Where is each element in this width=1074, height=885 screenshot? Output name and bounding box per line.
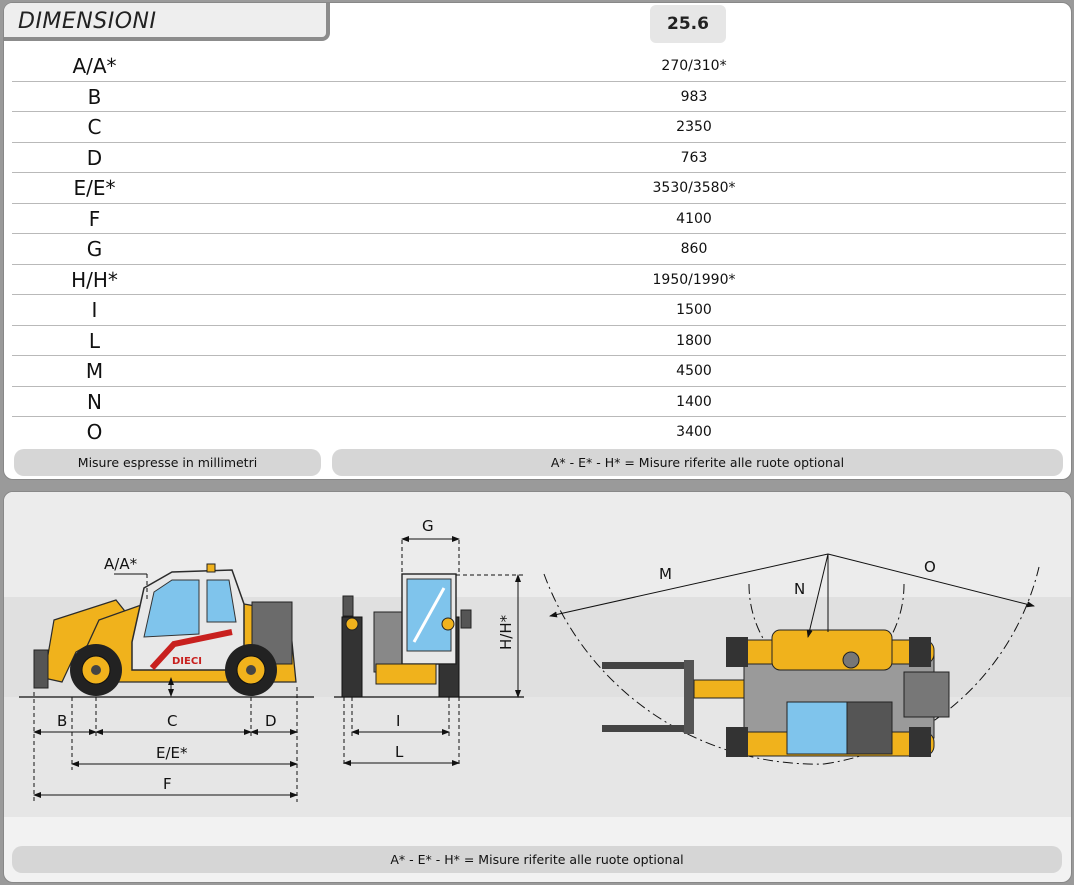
- label-b: B: [57, 712, 68, 730]
- label-f: F: [163, 775, 172, 793]
- side-view: [19, 555, 314, 802]
- dimension-value: 2350: [676, 119, 712, 135]
- dimension-label: L: [88, 328, 101, 353]
- dimension-value: 1800: [676, 332, 712, 349]
- dimension-label: H/H*: [71, 267, 118, 292]
- table-row: [12, 417, 1066, 448]
- table-row: [12, 112, 1066, 143]
- dimension-label: A/A*: [72, 54, 117, 78]
- dimension-value: 4500: [676, 363, 712, 379]
- label-m: M: [659, 565, 672, 583]
- dimension-label: O: [86, 420, 103, 444]
- label-c: C: [167, 712, 178, 730]
- table-row: [12, 173, 1066, 204]
- dimension-label: D: [86, 145, 103, 170]
- table-row: [12, 265, 1066, 296]
- units-note: Misure espresse in millimetri: [14, 449, 321, 476]
- dimension-label: N: [87, 389, 102, 414]
- label-i: I: [396, 712, 401, 730]
- dimension-label: G: [86, 237, 103, 261]
- table-row: [12, 204, 1066, 235]
- dimensions-table-panel: [3, 2, 1072, 480]
- dimension-label: B: [87, 84, 102, 109]
- label-a: A/A*: [104, 555, 138, 573]
- dimension-value: 3400: [676, 424, 712, 440]
- dimension-label: C: [87, 115, 102, 139]
- front-view: [334, 517, 524, 767]
- table-row: [12, 234, 1066, 265]
- page-title: DIMENSIONI: [18, 9, 157, 34]
- table-row: [12, 295, 1066, 326]
- optional-wheels-note-bottom: A* - E* - H* = Misure riferite alle ruote optional: [12, 846, 1062, 873]
- top-view: [544, 554, 1039, 764]
- label-o: O: [924, 558, 936, 576]
- table-row: [12, 82, 1066, 113]
- table-row: [12, 51, 1066, 82]
- dimension-label: F: [88, 206, 101, 231]
- label-n: N: [794, 580, 806, 598]
- dimension-value: 270/310*: [661, 58, 727, 74]
- label-d: D: [265, 712, 277, 730]
- table-row: [12, 326, 1066, 357]
- brand-logo: DIECI: [172, 656, 202, 667]
- label-l: L: [395, 743, 404, 761]
- model-header: 25.6: [650, 5, 726, 43]
- table-row: [12, 143, 1066, 174]
- table-row: [12, 387, 1066, 418]
- optional-wheels-note: A* - E* - H* = Misure riferite alle ruote optional: [332, 449, 1063, 476]
- dimension-value: 1400: [676, 393, 712, 410]
- dimensions-table: [12, 51, 1066, 448]
- label-g: G: [422, 517, 434, 535]
- dimension-value: 763: [680, 149, 708, 166]
- dimension-value: 860: [680, 241, 708, 257]
- dimension-diagram: [4, 492, 1072, 883]
- title-tab: [4, 3, 330, 41]
- dimension-value: 3530/3580*: [652, 180, 736, 196]
- label-h: H/H*: [497, 614, 515, 650]
- dimension-value: 4100: [676, 210, 712, 227]
- label-e: E/E*: [156, 744, 188, 762]
- dimension-value: 983: [680, 88, 708, 105]
- diagram-panel: [3, 491, 1072, 883]
- table-row: [12, 356, 1066, 387]
- dimension-label: E/E*: [73, 176, 116, 200]
- dimension-label: M: [85, 359, 104, 383]
- dimension-value: 1950/1990*: [652, 271, 736, 288]
- dimension-value: 1500: [676, 302, 712, 318]
- dimension-label: I: [91, 298, 98, 322]
